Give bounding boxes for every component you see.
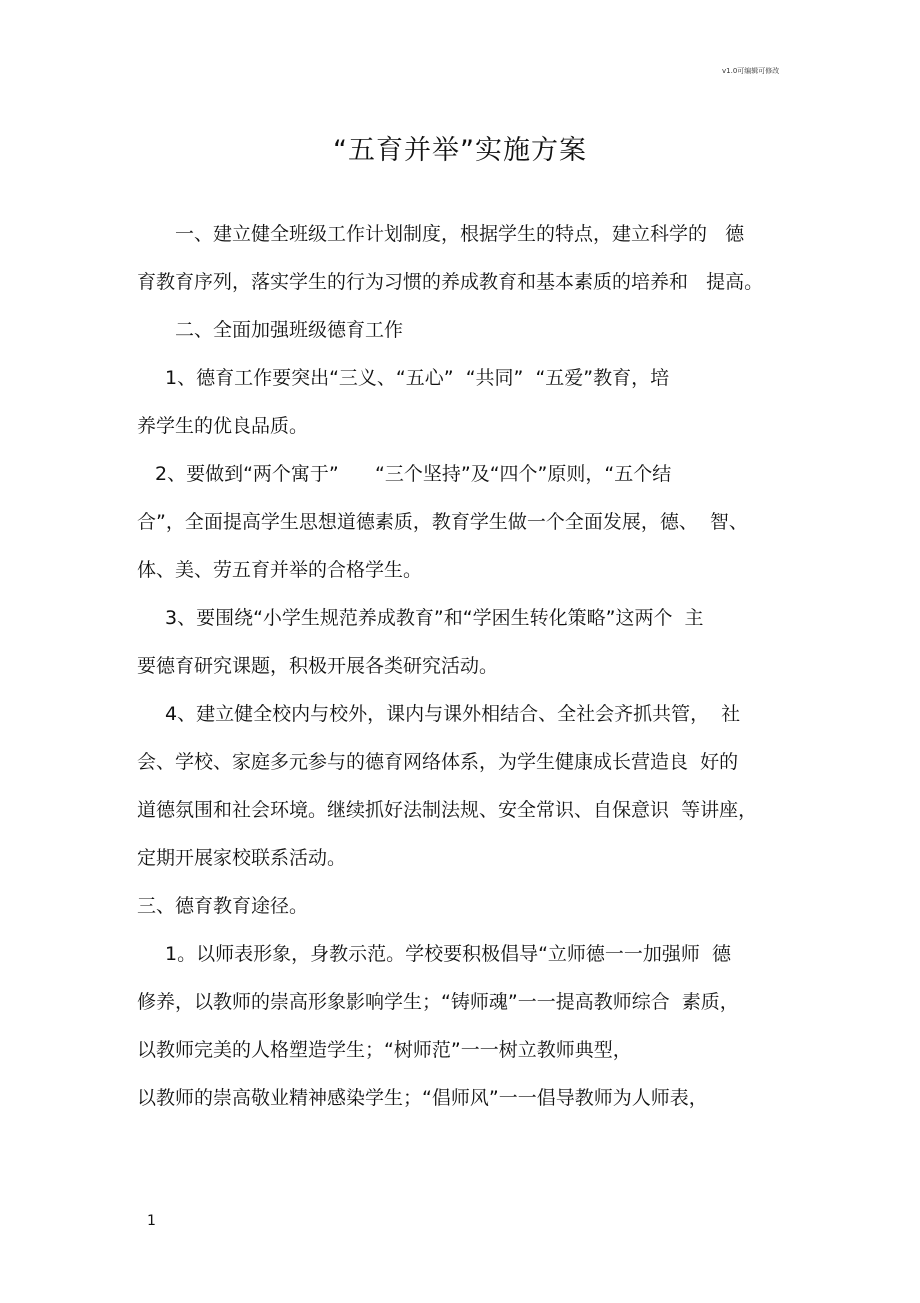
paragraph-line: 定期开展家校联系活动。 xyxy=(137,847,347,869)
paragraph-line: 一、建立健全班级工作计划制度，根据学生的特点，建立科学的 德 xyxy=(175,223,745,245)
paragraph-line: 以教师完美的人格塑造学生；“树师范”一一树立教师典型， xyxy=(137,1039,632,1061)
header-version-note: v1.0可编辑可修改 xyxy=(722,67,780,75)
paragraph-line: 1。以师表形象，身教示范。学校要积极倡导“立师德一一加强师 德 xyxy=(165,943,732,965)
paragraph-line: 以教师的崇高敬业精神感染学生；“倡师风”一一倡导教师为人师表， xyxy=(137,1087,708,1109)
paragraph-line: 会、学校、家庭多元参与的德育网络体系，为学生健康成长营造良 好的 xyxy=(137,751,739,773)
paragraph-line: 4、建立健全校内与校外，课内与课外相结合、全社会齐抓共管， 社 xyxy=(165,703,741,725)
paragraph-line: 育教育序列，落实学生的行为习惯的养成教育和基本素质的培养和 提高。 xyxy=(137,271,764,293)
page-number: 1 xyxy=(147,1213,156,1229)
paragraph-line: 要德育研究课题，积极开展各类研究活动。 xyxy=(137,655,499,677)
document-title: “五育并举”实施方案 xyxy=(333,135,587,166)
section-heading-line: 三、德育教育途径。 xyxy=(137,895,309,917)
paragraph-line: 修养，以教师的崇高形象影响学生；“铸师魂”一一提高教师综合 素质， xyxy=(137,991,739,1013)
paragraph-line: 2、要做到“两个寓于” “三个坚持”及“四个”原则，“五个结 xyxy=(155,463,672,485)
paragraph-line: 体、美、劳五育并举的合格学生。 xyxy=(137,559,423,581)
paragraph-line: 合”，全面提高学生思想道德素质，教育学生做一个全面发展，德、 智、 xyxy=(137,511,748,533)
paragraph-line: 1、德育工作要突出“三义、“五心” “共同” “五爱”教育，培 xyxy=(165,367,670,389)
section-heading-line: 二、全面加强班级德育工作 xyxy=(175,319,404,341)
paragraph-line: 养学生的优良品质。 xyxy=(137,415,309,437)
paragraph-line: 3、要围绕“小学生规范养成教育”和“学困生转化策略”这两个 主 xyxy=(165,607,704,629)
paragraph-line: 道德氛围和社会环境。继续抓好法制法规、安全常识、自保意识 等讲座， xyxy=(137,799,758,821)
